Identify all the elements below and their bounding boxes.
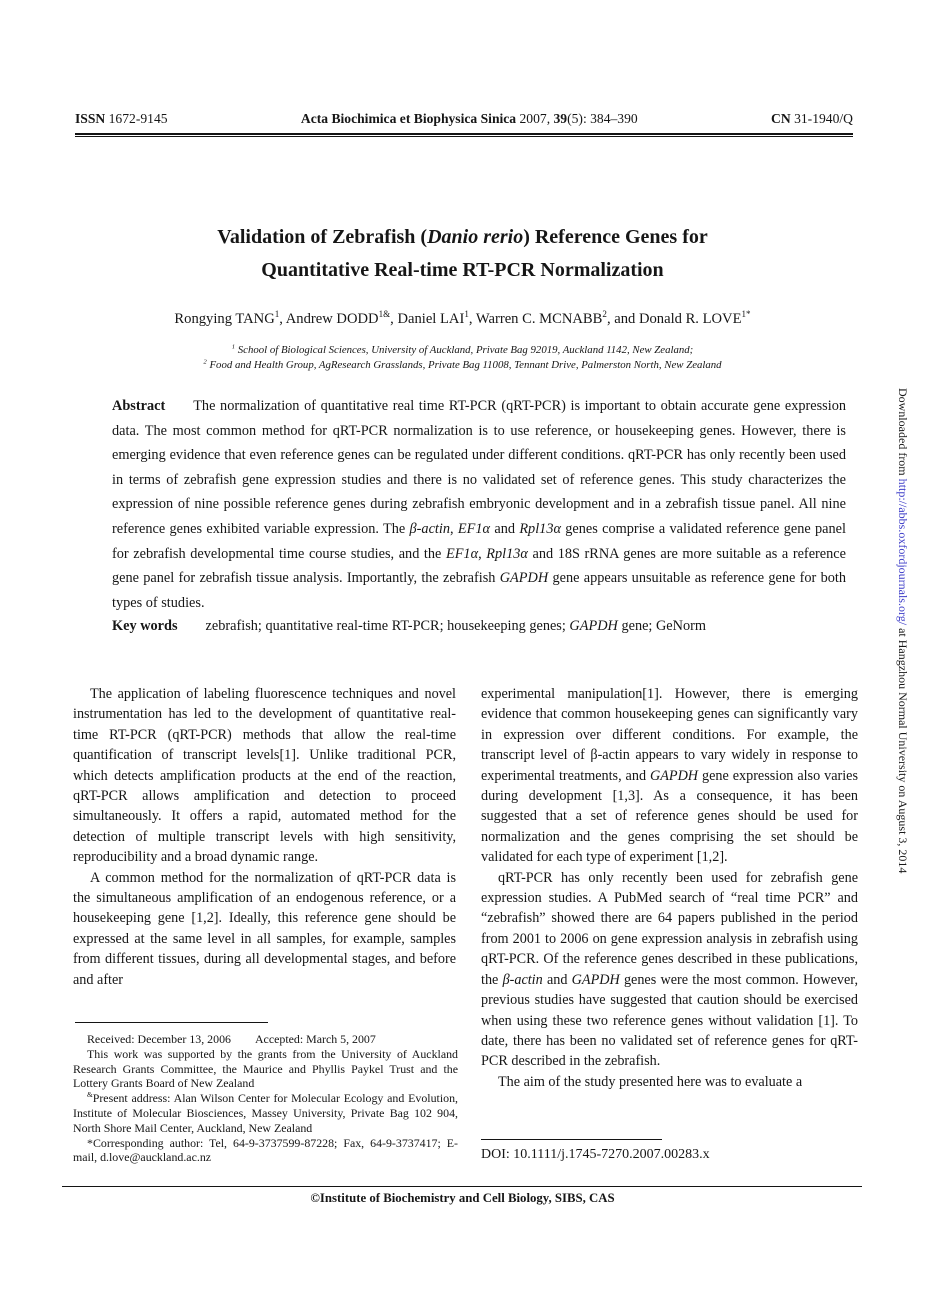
- journal-header: [75, 111, 853, 127]
- footnote-present-address: &Present address: Alan Wilson Center for Molecular Ecology and Evolution, Institute of Molecular Biosciences, Massey University, Private Bag 102 904, North Shore Mail Center, Auckland, New Zealand: [73, 1090, 458, 1135]
- footnote-corresponding-author: *Corresponding author: Tel, 64-9-3737599-87228; Fax, 64-9-3737417; E-mail, d.love@auckland.ac.nz: [73, 1135, 458, 1165]
- body-paragraph: The aim of the study presented here was to evaluate a: [498, 1073, 803, 1090]
- download-url-link[interactable]: http://abbs.oxfordjournals.org/: [896, 478, 910, 626]
- keywords-section: [112, 618, 846, 635]
- affiliations-block: [0, 343, 925, 373]
- footer-copyright: ©Institute of Biochemistry and Cell Biology, SIBS, CAS: [310, 1191, 615, 1205]
- abstract-label: Abstract: [112, 398, 166, 414]
- body-paragraph: A common method for the normalization of qRT-PCR data is the simultaneous amplification of an endogenous reference, or a housekeeping gene [1,2]. Ideally, this reference gene should be expressed at the same level in all samples, for example, samples from different tissues, during all developmental stages, and before and after: [73, 869, 456, 988]
- body-paragraph: experimental manipulation[1]. However, there is emerging evidence that common housekeeping genes can significantly vary in expression over different conditions. For example, the transcript level of β-actin appears to vary widely in response to experimental treatments, and GAPDH gene expression also varies during development [1,3]. As a consequence, it has been suggested that a set of reference genes should be used for normalization and the genes comprising the set should be validated for each type of experiment [1,2].: [481, 686, 858, 866]
- body-left-column: [73, 684, 456, 990]
- keywords-label: Key words: [112, 618, 178, 634]
- article-title: [0, 221, 925, 287]
- footnote-funding: This work was supported by the grants from the University of Auckland Research Grants Committee, the Maurice and Phyllis Paykel Trust and the Lottery Grants Board of New Zealand: [73, 1046, 458, 1091]
- download-watermark: Downloaded from http://abbs.oxfordjournals.org/ at Hangzhou Normal University on August 3, 2014: [896, 388, 910, 874]
- keywords-text: zebrafish; quantitative real-time RT-PCR; housekeeping genes; GAPDH gene; GeNorm: [205, 618, 707, 634]
- footnote-received-accepted: Received: December 13, 2006 Accepted: March 5, 2007: [87, 1032, 376, 1046]
- footnote-divider: [75, 1022, 268, 1023]
- title-line-1: Validation of Zebrafish (Danio rerio) Reference Genes for: [217, 226, 708, 248]
- abstract-section: [112, 394, 846, 615]
- body-paragraph: qRT-PCR has only recently been used for zebrafish gene expression studies. A PubMed search of “real time PCR” and “zebrafish” showed there are 64 papers published in the period from 2001 to 2006 on gene expression analysis in zebrafish using qRT-PCR. Of the reference genes described in these publications, the β-actin and GAPDH genes were the most common. However, previous studies have suggested that caution should be exercised when using these two reference genes without validation [1]. To date, there has been no validated set of reference genes for qRT-PCR described in the zebrafish.: [481, 869, 858, 1070]
- header-double-rule: [75, 133, 853, 137]
- affiliation-line-2: $^2$ Food and Health Group, AgResearch Grasslands, Private Bag 11008, Tennant Drive, Palmerston North, New Zealand: [203, 358, 722, 371]
- doi-text: DOI: 10.1111/j.1745-7270.2007.00283.x: [481, 1147, 710, 1162]
- footer-divider: [62, 1186, 862, 1187]
- authors-line: Rongying TANG$^1$, Andrew $DODD^{1\&}$, Daniel LAI$^1$, Warren C. MCNABB$^2$, and Donald R. $LOVE^{1*}$: [174, 309, 751, 327]
- doi-divider: [481, 1139, 662, 1140]
- body-right-column: [481, 684, 858, 1092]
- abstract-text: The normalization of quantitative real time RT-PCR (qRT-PCR) is important to obtain accurate gene expression data. The most common method for qRT-PCR normalization is to use reference, or housekeeping genes. However, there is emerging evidence that even reference genes can be regulated under different conditions. qRT-PCR has only recently been used in terms of zebrafish gene expression studies and there is no validated set of reference genes. This study characterizes the expression of nine possible reference genes during zebrafish embryonic development and in a zebrafish tissue panel. All nine reference genes exhibited variable expression. The β-actin, EF1α and Rpl13α genes comprise a validated reference gene panel for zebrafish developmental time course studies, and the EF1α, Rpl13α and 18S rRNA genes are more suitable as a reference gene panel for zebrafish tissue analysis. Importantly, the zebrafish GAPDH gene appears unsuitable as reference gene for both types of studies.: [112, 398, 846, 611]
- body-paragraph: The application of labeling fluorescence techniques and novel instrumentation has led to the development of quantitative real-time RT-PCR (qRT-PCR) methods that allow the real-time quantification of transcript levels[1]. Unlike traditional PCR, which detects amplification products at the end of the reaction, qRT-PCR allows amplification and detection to proceed simultaneously. It offers a rapid, automated method for the detection of multiple transcript levels with high sensitivity, reproducibility and a broad dynamic range.: [73, 686, 456, 866]
- footnotes-section: [73, 1032, 458, 1165]
- cn-number: CN 31-1940/Q: [771, 111, 853, 126]
- affiliation-line-1: $^1$ School of Biological Sciences, University of Auckland, Private Bag 92019, Auckland 1142, New Zealand;: [231, 343, 694, 356]
- journal-citation: Acta Biochimica et Biophysica Sinica 2007, 39(5): 384–390: [300, 111, 638, 126]
- issn-text: ISSN 1672-9145: [75, 111, 168, 126]
- title-line-2: Quantitative Real-time RT-PCR Normalization: [261, 259, 664, 281]
